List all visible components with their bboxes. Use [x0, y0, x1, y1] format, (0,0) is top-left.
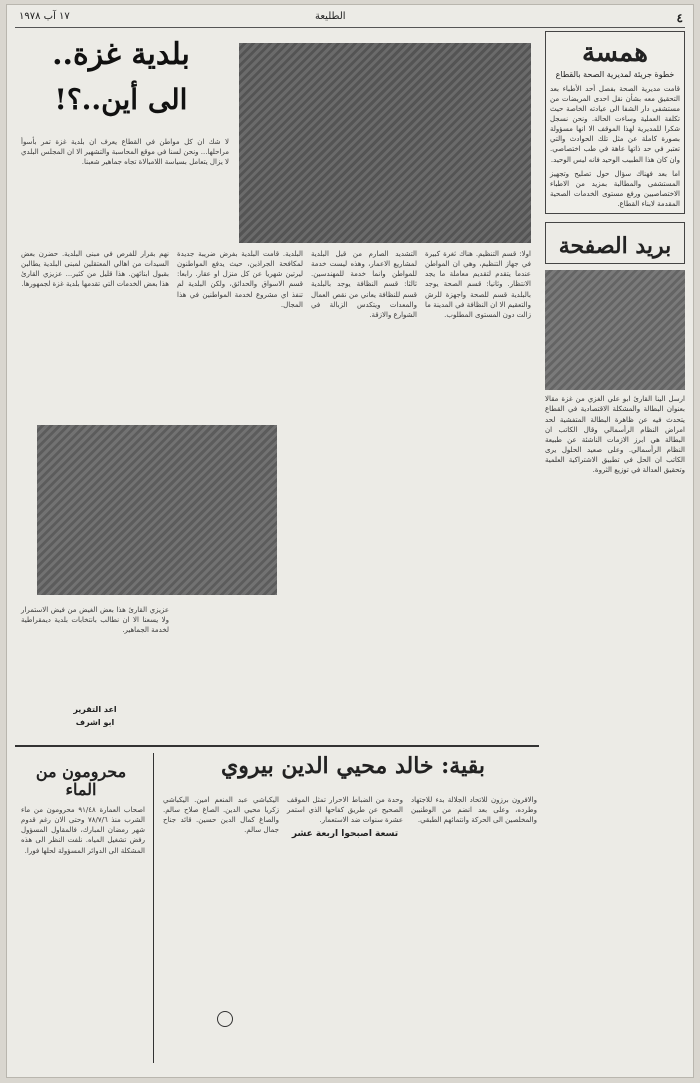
bottom-col-2: وحدة من الضباط الاحرار تمثل الموقف الصحيح عن طريق كفاحها الذي استمر عشرة سنوات ضد الاستعمار. [287, 796, 403, 825]
bottom-col-1: والافرون برزون للاتحاد الجلالة بدء للاجتهاد وطرده، وعلى بعد انضم من الوطنيين والمخلصين الى الحركة وانتمائهم الطبقي. [411, 796, 537, 825]
newspaper-page [6, 4, 694, 1078]
hamsa-title: همسة [582, 38, 648, 68]
right-column [545, 31, 685, 475]
hamsa-box [545, 31, 685, 214]
main-headline-2: الى أين..؟! [54, 83, 188, 116]
bottom-headline: بقية: خالد محيي الدين بيروي [221, 753, 485, 779]
issue-date: ١٧ آب ١٩٧٨ [19, 11, 70, 22]
article-col-b: التشديد الصارم من قبل البلدية لمشاريع الاعمار، وهذه ليست خدمة للمواطن وانما خدمة للمهندسين. ثالثا: قسم النظافة يوجد بالبلدية قسم للنظافة يعاني من نقص العمال والمعدات ويتكدس الزبالة في الشوارع والازقة. [311, 250, 417, 319]
barid-title: بريد الصفحة [558, 233, 672, 260]
hole-mark [217, 1011, 233, 1027]
hamsa-subtitle: خطوة جريئة لمديرية الصحة بالقطاع [555, 70, 675, 79]
publication-name: الطليعة [315, 11, 346, 22]
article-col-c: البلدية. قامت البلدية بفرض ضريبة جديدة لمكافحة الجراذين، حيث يدفع المواطنون ليرتين شهريا عن كل منزل او عقار. رابعا: قسم الاسواق والحدائق، ولكن البلدية لم تنفذ اي مشروع لخدمة المواطنين في هذا المجال. [177, 250, 303, 309]
author-label: اعد التقرير [73, 705, 117, 714]
article-col-e: عزيزي القارئ هذا بعض الغيض من فيض الاستمرار ولا يسعنا الا ان نطالب بانتخابات بلدية ديمقراطية لخدمة الجماهير. [21, 606, 169, 635]
section-divider [15, 745, 539, 747]
main-headline-1: بلدية غزة.. [52, 37, 190, 72]
hamsa-text: قامت مديرية الصحة بفصل أحد الأطباء بعد التحقيق معه بشأن نقل احدى المريضات من مستشفى دار الشفا الى عيادته الخاصة حيث تكلفة العملية وساءت الحالة. ونحن نسجل شكرا للمديرية لهذا الموقف الا انها مسؤولة بصورة كاملة عن مثل تلك الحوادث والتي تعتبر في حد ذاتها عاهة في طب اختصاصي. وان كان هذا الطبيب الوحيد فانه ليس الوحيد. [550, 84, 680, 164]
garbage-photo-top [239, 43, 531, 243]
bottom-col-2-wrap [287, 795, 403, 843]
barid-photo [545, 270, 685, 390]
hamsa-text-2: اما بعد فهناك سؤال حول تصليح وتجهيز المستشفى والمطالبة بمزيد من الاطباء الاختصاصيين ورفع مستوى الخدمات الصحية المقدمة لابناء القطاع. [550, 169, 680, 209]
mahrumun-text: اصحاب العمارة ٩١/٤٨ محرومون من ماء الشرب منذ ٧٨/٧/٦ وحتى الان رغم قدوم شهر رمضان المبارك، فالمقاول المسؤول رفض تشغيل المياه. نلفت النظر الى هذه المشكلة الى الدوائر المسؤولة لحلها فورا. [21, 806, 145, 855]
article-col-d: نهم بقرار للفرص في مبنى البلدية. حضرن بعض السيدات من اهالي المعتقلين لمبنى البلدية يطالبن بقبول ابنائهن. هذا قليل من كثير... عزيزي القارئ هذا بعض الخدمات التي تقدمها بلدية غزة لجمهورها. [21, 250, 169, 289]
bottom-vertical-rule [153, 753, 154, 1063]
author-name: ابو اشرف [75, 718, 115, 727]
barid-text: ارسل الينا القارئ ابو علي الغزي من غزة مقالا بعنوان البطالة والمشكلة الاقتصادية في القطاع يتحدث فيه عن ظاهرة البطالة المتفشية لحد امراض النظام الرأسمالي وقال الكاتب ان البطالة هي ابرز الازمات الناشئة عن طبيعة النظام الرأسمالي. وعلى صعيد الحلول يرى الكاتب ان الحل في تطبيق الاشتراكية العلمية وتحقيق العدالة في توزيع الثروة. [545, 395, 685, 475]
mahrumun-title: محرومون من الماء [35, 762, 127, 799]
page-number: ٤ [676, 11, 683, 25]
tasaa-subhead: تسعة اصبحوا اربعة عشر [291, 829, 399, 840]
page-header [15, 11, 685, 28]
barid-box [545, 222, 685, 264]
article-col-a: اولا: قسم التنظيم. هناك ثغرة كبيرة في جهاز التنظيم، وهي ان المواطن عندما يتقدم لتقديم معاملة ما يجد الانتظار. وثانيا: قسم الصحة يوجد بالبلدية قسم للصحة واجهزة للرش والتعقيم الا ان النظافة في المدينة ما زالت دون المستوى المطلوب. [425, 250, 531, 319]
garbage-photo-bottom [37, 425, 277, 595]
main-intro: لا شك ان كل مواطن في القطاع يعرف ان بلدية غزة تمر بأسوأ مراحلها... ونحن لسنا في موقع المحاسبة والتشهير الا ان المجلس البلدي لا يزال يتعامل بسياسة اللامبالاة تجاه جماهير شعبنا. [21, 138, 229, 167]
bottom-col-3: اليكباشي عبد المنعم امين. اليكباشي زكريا محيي الدين. الصاغ صلاح سالم. والصاغ كمال الدين حسين. قائد جناح جمال سالم. [163, 796, 279, 835]
author-block [21, 705, 169, 727]
